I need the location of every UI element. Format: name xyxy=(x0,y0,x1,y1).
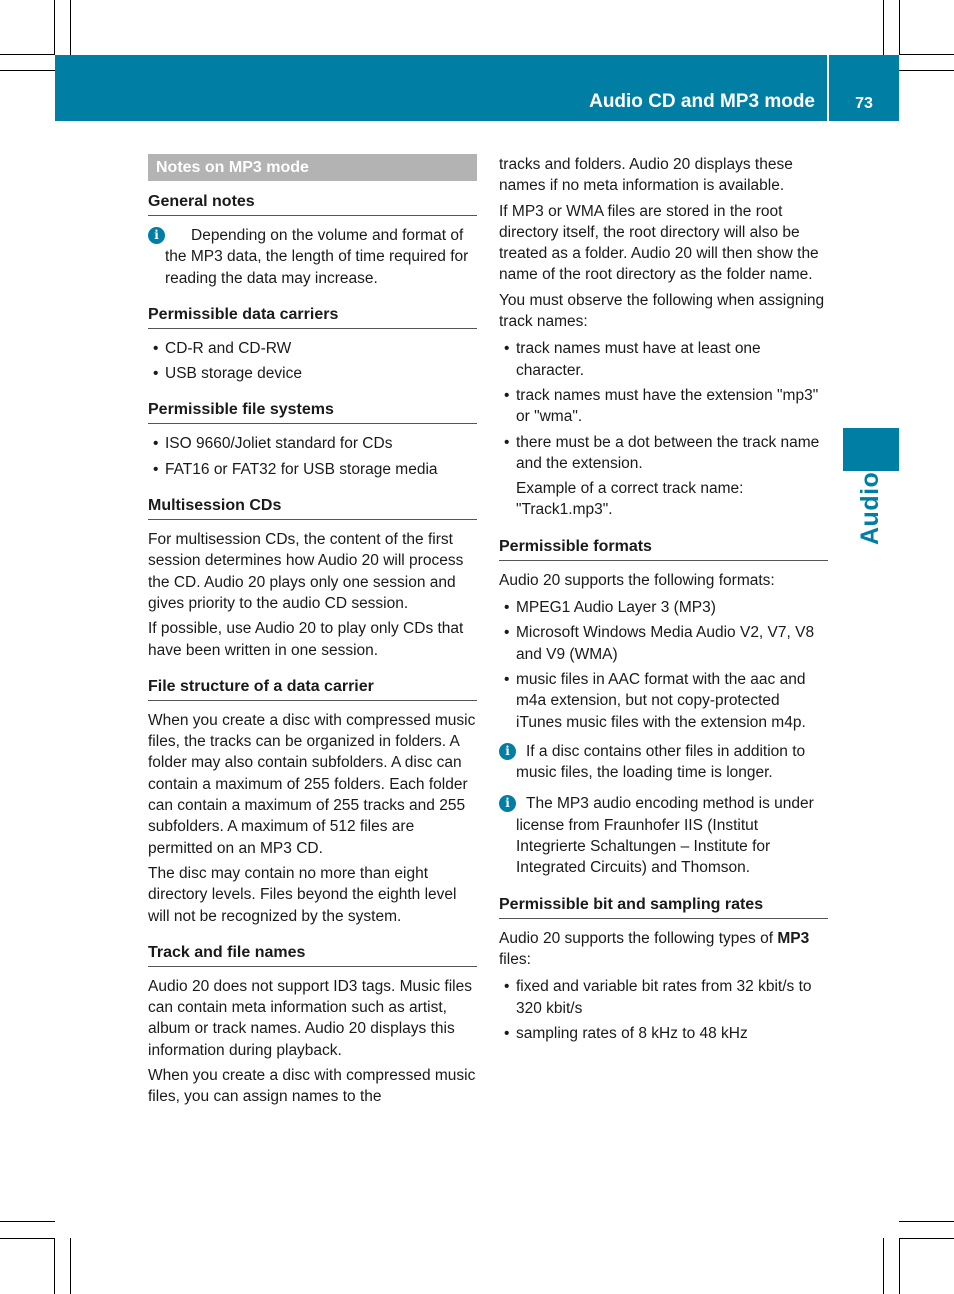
crop-mark xyxy=(0,70,55,71)
crop-mark xyxy=(899,1221,954,1222)
paragraph: You must observe the following when assigning track names: xyxy=(499,291,825,331)
page-number: 73 xyxy=(855,95,873,112)
paragraph: Audio 20 supports the following formats: xyxy=(499,571,775,589)
crop-mark xyxy=(883,0,884,55)
list-item: • MPEG1 Audio Layer 3 (MP3) xyxy=(499,597,828,618)
left-column xyxy=(148,154,477,1112)
side-tab xyxy=(843,428,899,471)
formats-list xyxy=(499,597,828,733)
list-item: • Microsoft Windows Media Audio V2, V7, V8 and V9 (WMA) xyxy=(499,622,828,665)
list-item: • sampling rates of 8 kHz to 48 kHz xyxy=(499,1023,828,1044)
paragraph: The disc may contain no more than eight directory levels. Files beyond the eighth level will not be recognized by the system. xyxy=(148,864,457,925)
list-item-text: there must be a dot between the track name and the extension. xyxy=(516,433,820,472)
list-item: • USB storage device xyxy=(148,363,477,384)
crop-mark xyxy=(899,70,954,71)
paragraph: When you create a disc with compressed music files, the tracks can be organized in folders. A folder may also contain subfolders. A disc can contain a maximum of 255 folders. Each folder can contain a maximum of 255 tracks and 255 subfolders. A maximum of 512 files are permitted on an MP3 CD. xyxy=(148,711,476,857)
info-note xyxy=(499,741,828,784)
file-systems-list xyxy=(148,433,477,480)
crop-mark xyxy=(54,1238,55,1294)
paragraph: If MP3 or WMA files are stored in the root directory itself, the root directory will also be treated as a folder. Audio 20 will then show the name of the root directory as the folder name. xyxy=(499,202,819,284)
crop-mark xyxy=(54,0,55,55)
list-item: • FAT16 or FAT32 for USB storage media xyxy=(148,459,477,480)
header-title: Audio CD and MP3 mode xyxy=(589,91,815,112)
subheading-file-systems: Permissible file systems xyxy=(148,399,477,424)
crop-mark xyxy=(0,54,55,55)
info-note xyxy=(148,225,477,289)
info-text: If a disc contains other files in addition to music files, the loading time is longer. xyxy=(516,742,806,782)
info-icon: i xyxy=(499,743,516,760)
example-text: Example of a correct track name: "Track1.mp3". xyxy=(516,480,744,519)
list-item: • CD-R and CD-RW xyxy=(148,338,477,359)
crop-mark xyxy=(70,1238,71,1294)
list-item: • ISO 9660/Joliet standard for CDs xyxy=(148,433,477,454)
paragraph: tracks and folders. Audio 20 displays these names if no meta information is available. xyxy=(499,156,793,195)
section-title: Notes on MP3 mode xyxy=(148,154,477,181)
subheading-multisession: Multisession CDs xyxy=(148,495,477,520)
info-icon: i xyxy=(499,795,516,812)
bitrates-list xyxy=(499,976,828,1044)
paragraph: When you create a disc with compressed music files, you can assign names to the xyxy=(148,1067,476,1106)
info-icon: i xyxy=(148,227,165,244)
paragraph xyxy=(499,928,828,971)
crop-mark xyxy=(899,54,954,55)
paragraph: For multisession CDs, the content of the first session determines how Audio 20 will process the CD. Audio 20 plays only one session and gives priority to the audio CD session. xyxy=(148,531,464,612)
side-tab-label: Audio xyxy=(856,471,884,545)
crop-mark xyxy=(70,0,71,55)
list-item: • track names must have the extension "mp3" or "wma". xyxy=(499,385,828,428)
info-text: Depending on the volume and format of the MP3 data, the length of time required for reading the data may increase. xyxy=(165,227,469,287)
subheading-track-names: Track and file names xyxy=(148,942,477,967)
crop-mark xyxy=(883,1238,884,1294)
intro-text: Audio 20 supports the following types of xyxy=(499,929,774,947)
data-carriers-list xyxy=(148,338,477,385)
right-column xyxy=(499,154,828,1048)
crop-mark xyxy=(0,1221,55,1222)
list-item xyxy=(499,432,828,521)
crop-mark xyxy=(899,0,900,55)
subheading-bitrates: Permissible bit and sampling rates xyxy=(499,894,828,919)
list-item: • fixed and variable bit rates from 32 kbit/s to 320 kbit/s xyxy=(499,976,828,1019)
subheading-file-structure: File structure of a data carrier xyxy=(148,676,477,701)
subheading-data-carriers: Permissible data carriers xyxy=(148,304,477,329)
crop-mark xyxy=(899,1238,954,1239)
list-item: • track names must have at least one character. xyxy=(499,338,828,381)
intro-text-end: files: xyxy=(499,950,531,968)
subheading-general-notes: General notes xyxy=(148,191,477,216)
info-note xyxy=(499,793,828,878)
name-rules-list xyxy=(499,338,828,520)
intro-bold: MP3 xyxy=(777,929,810,947)
info-text: The MP3 audio encoding method is under license from Fraunhofer IIS (Institut Integrierte Schaltungen – Institute for Integrated Circuits) and Thomson. xyxy=(516,795,814,877)
paragraph: If possible, use Audio 20 to play only CDs that have been written in one session. xyxy=(148,620,464,659)
paragraph: Audio 20 does not support ID3 tags. Music files can contain meta information such as artist, album or track names. Audio 20 displays this information during playback. xyxy=(148,977,472,1059)
subheading-formats: Permissible formats xyxy=(499,536,828,561)
crop-mark xyxy=(899,1238,900,1294)
crop-mark xyxy=(0,1238,55,1239)
header-bar xyxy=(55,55,899,121)
list-item: • music files in AAC format with the aac and m4a extension, but not copy-protected iTunes music files with the extension m4p. xyxy=(499,669,828,733)
